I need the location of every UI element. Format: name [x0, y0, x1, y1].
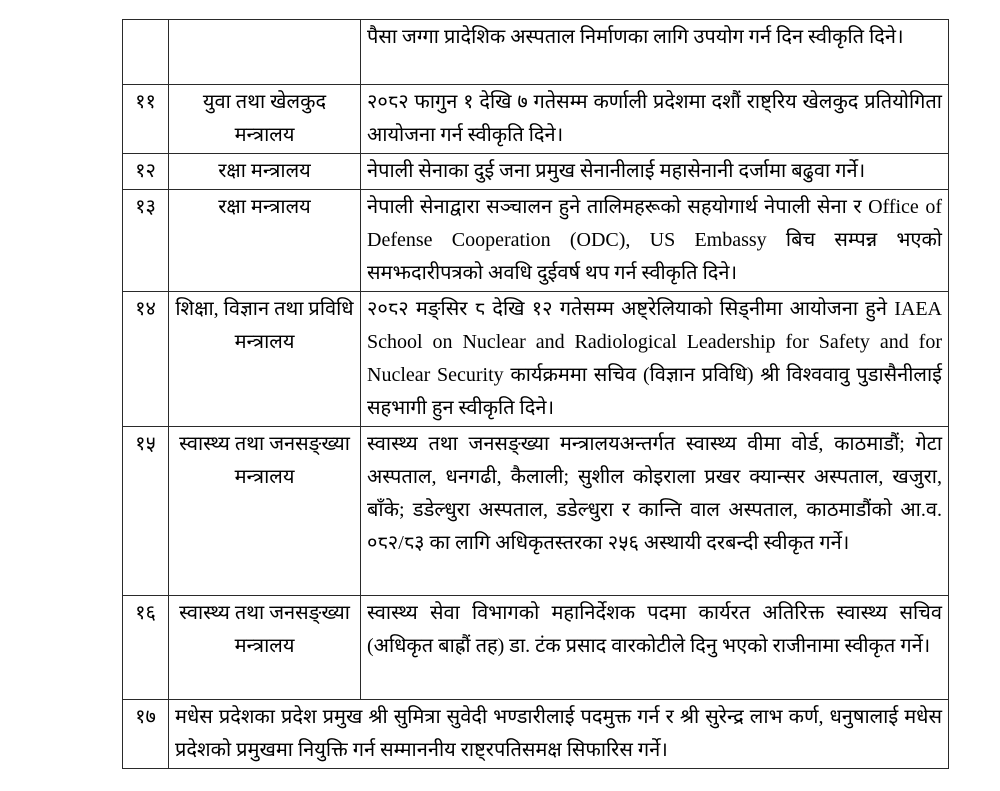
decision-cell: नेपाली सेनाद्वारा सञ्चालन हुने तालिमहरूको सहयोगार्थ नेपाली सेना र Office of Defense Cooperation (ODC), US Embassy बिच सम्पन्न भएको समझदारीपत्रको अवधि दुईवर्ष थप गर्न स्वीकृति दिने। — [361, 190, 949, 292]
table-row — [123, 154, 949, 190]
ministry-cell: रक्षा मन्त्रालय — [169, 190, 361, 292]
table-row — [123, 292, 949, 427]
table-row — [123, 596, 949, 700]
row-number-cell: १६ — [123, 596, 169, 700]
decision-cell: २०८२ फागुन १ देखि ७ गतेसम्म कर्णाली प्रदेशमा दशौं राष्ट्रिय खेलकुद प्रतियोगिता आयोजना गर्न स्वीकृति दिने। — [361, 85, 949, 154]
decision-cell-merged: मधेस प्रदेशका प्रदेश प्रमुख श्री सुमित्रा सुवेदी भण्डारीलाई पदमुक्त गर्न र श्री सुरेन्द्र लाभ कर्ण, धनुषालाई मधेस प्रदेशको प्रमुखमा नियुक्ति गर्न सम्माननीय राष्ट्रपतिसमक्ष सिफारिस गर्ने। — [169, 700, 949, 769]
ministry-cell: स्वास्थ्य तथा जनसङ्ख्या मन्त्रालय — [169, 596, 361, 700]
row-number-cell — [123, 20, 169, 85]
cabinet-decisions-table — [122, 19, 949, 769]
table-row — [123, 190, 949, 292]
ministry-cell: युवा तथा खेलकुद मन्त्रालय — [169, 85, 361, 154]
table-row — [123, 427, 949, 596]
row-number-cell: १७ — [123, 700, 169, 769]
table-row — [123, 20, 949, 85]
decision-cell: २०८२ मङ्सिर ८ देखि १२ गतेसम्म अष्ट्रेलियाको सिड्नीमा आयोजना हुने IAEA School on Nuclear and Radiological Leadership for Safety and for Nuclear Security कार्यक्रममा सचिव (विज्ञान प्रविधि) श्री विश्ववावु पुडासैनीलाई सहभागी हुन स्वीकृति दिने। — [361, 292, 949, 427]
row-number-cell: ११ — [123, 85, 169, 154]
ministry-cell: शिक्षा, विज्ञान तथा प्रविधि मन्त्रालय — [169, 292, 361, 427]
row-number-cell: १३ — [123, 190, 169, 292]
decision-cell: स्वास्थ्य तथा जनसङ्ख्या मन्त्रालयअन्तर्गत स्वास्थ्य वीमा वोर्ड, काठमाडौं; गेटा अस्पताल, धनगढी, कैलाली; सुशील कोइराला प्रखर क्यान्सर अस्पताल, खजुरा, बाँके; डडेल्धुरा अस्पताल, डडेल्धुरा र कान्ति वाल अस्पताल, काठमाडौंको आ.व. ०८२/८३ का लागि अधिकृतस्तरका २५६ अस्थायी दरबन्दी स्वीकृत गर्ने। — [361, 427, 949, 596]
row-number-cell: १२ — [123, 154, 169, 190]
decision-cell: स्वास्थ्य सेवा विभागको महानिर्देशक पदमा कार्यरत अतिरिक्त स्वास्थ्य सचिव (अधिकृत बाह्रौं तह) डा. टंक प्रसाद वारकोटीले दिनु भएको राजीनामा स्वीकृत गर्ने। — [361, 596, 949, 700]
decision-cell: नेपाली सेनाका दुई जना प्रमुख सेनानीलाई महासेनानी दर्जामा बढुवा गर्ने। — [361, 154, 949, 190]
table-row — [123, 85, 949, 154]
row-number-cell: १४ — [123, 292, 169, 427]
ministry-cell — [169, 20, 361, 85]
row-number-cell: १५ — [123, 427, 169, 596]
decision-cell: पैसा जग्गा प्रादेशिक अस्पताल निर्माणका लागि उपयोग गर्न दिन स्वीकृति दिने। — [361, 20, 949, 85]
table-row — [123, 700, 949, 769]
ministry-cell: रक्षा मन्त्रालय — [169, 154, 361, 190]
ministry-cell: स्वास्थ्य तथा जनसङ्ख्या मन्त्रालय — [169, 427, 361, 596]
